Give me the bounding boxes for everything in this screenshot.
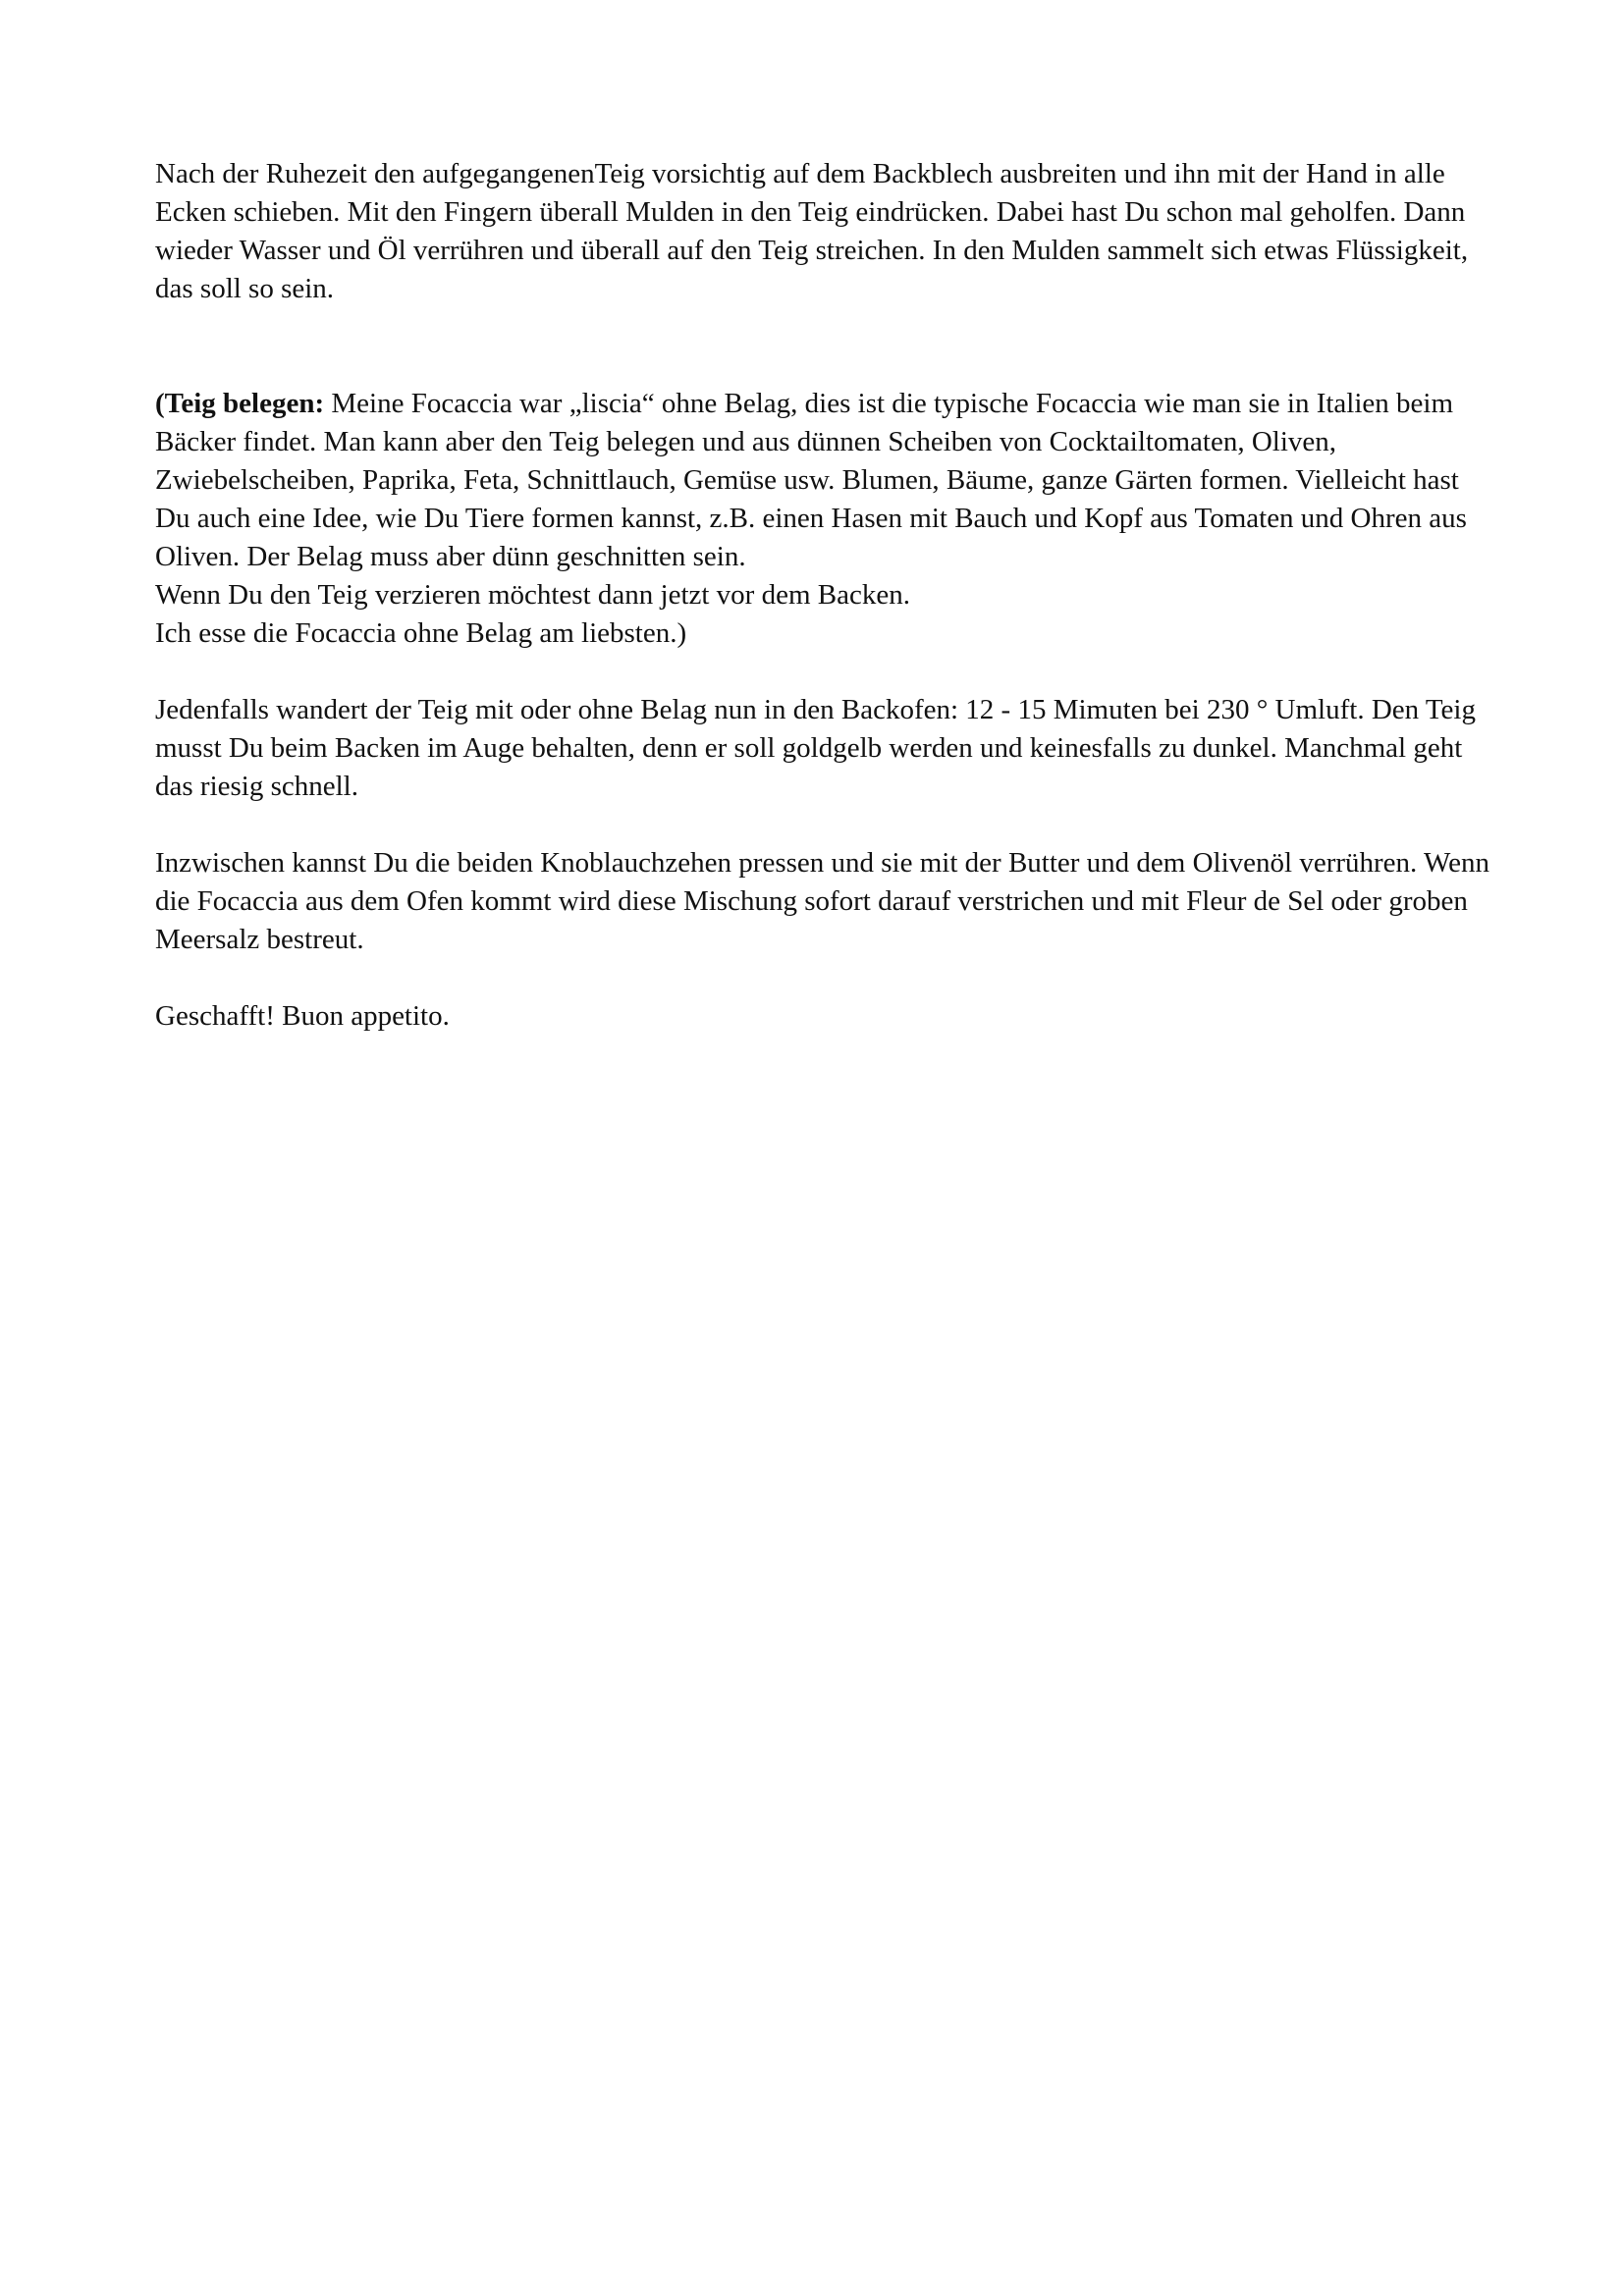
paragraph-topping-decorate: Wenn Du den Teig verzieren möchtest dann jetzt vor dem Backen. bbox=[155, 579, 910, 611]
paragraph-garlic-butter: Inzwischen kannst Du die beiden Knoblauchzehen pressen und sie mit der Butter und dem Olivenöl verrühren. Wenn die Focaccia aus dem Ofen kommt wird diese Mischung sofort darauf verstrichen und mit Fleur de Sel oder groben Meersalz bestreut. bbox=[155, 847, 1489, 955]
topping-text: Meine Focaccia war „liscia“ ohne Belag, dies ist die typische Focaccia wie man sie in Italien beim Bäcker findet. Man kann aber den Teig belegen und aus dünnen Scheiben von Cocktailtomaten, Oliven, Zwiebelscheiben, Paprika, Feta, Schnittlauch, Gemüse usw. Blumen, Bäume, ganze Gärten formen. Vielleicht hast Du auch eine Idee, wie Du Tiere formen kannst, z.B. einen Hasen mit Bauch und Kopf aus Tomaten und Ohren aus Oliven. Der Belag muss aber dünn geschnitten sein. bbox=[155, 388, 1467, 572]
topping-heading: (Teig belegen: bbox=[155, 388, 325, 419]
paragraph-dough-spreading: Nach der Ruhezeit den aufgegangenenTeig vorsichtig auf dem Backblech ausbreiten und ihn mit der Hand in alle Ecken schieben. Mit den Fingern überall Mulden in den Teig eindrücken. Dabei hast Du schon mal geholfen. Dann wieder Wasser und Öl verrühren und überall auf den Teig streichen. In den Mulden sammelt sich etwas Flüssigkeit, das soll so sein. bbox=[155, 158, 1469, 304]
paragraph-baking: Jedenfalls wandert der Teig mit oder ohne Belag nun in den Backofen: 12 - 15 Mimuten bei 230 ° Umluft. Den Teig musst Du beim Backen im Auge behalten, denn er soll goldgelb werden und keinesfalls zu dunkel. Manchmal geht das riesig schnell. bbox=[155, 694, 1476, 802]
document-body bbox=[155, 155, 1490, 1036]
paragraph-closing: Geschafft! Buon appetito. bbox=[155, 1000, 450, 1032]
paragraph-topping bbox=[155, 385, 1490, 576]
paragraph-topping-preference: Ich esse die Focaccia ohne Belag am liebsten.) bbox=[155, 617, 687, 649]
